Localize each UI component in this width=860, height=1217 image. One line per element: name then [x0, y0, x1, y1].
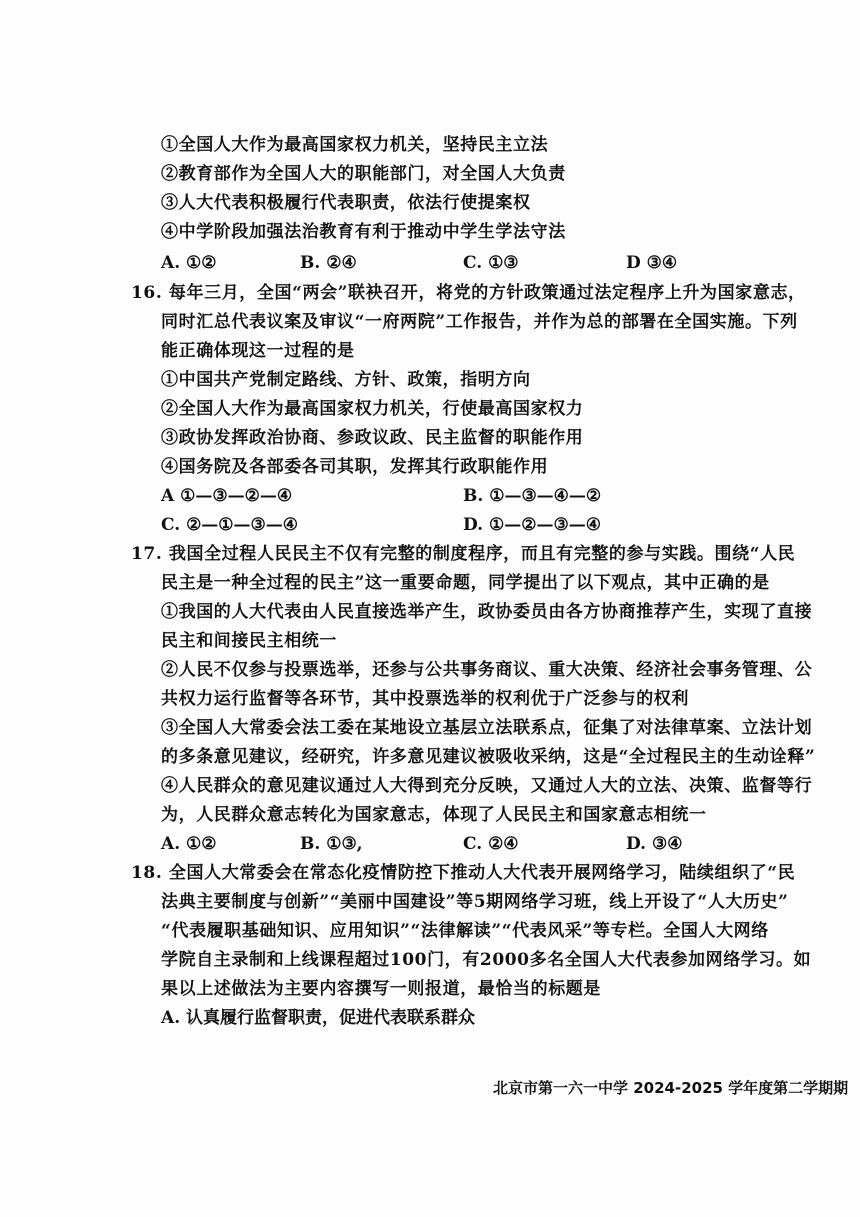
q17-stem-line-1: 17. 我国全过程人民民主不仅有完整的制度程序，而且有完整的参与实践。围绕“人民 [131, 544, 796, 564]
q17-item-3-line-1: ③全国人大常委会法工委在某地设立基层立法联系点，征集了对法律草案、立法计划 [161, 718, 813, 738]
q17-option-c: C. ②④ [463, 834, 519, 854]
q16-option-c: C. ②—①—③—④ [161, 515, 299, 535]
q16-stem-line-2: 同时汇总代表议案及审议“一府两院”工作报告，并作为总的部署在全国实施。下列 [161, 312, 798, 332]
q17-item-4-line-2: 为，人民群众意志转化为国家意志，体现了人民民主和国家意志相统一 [161, 805, 707, 825]
q16-option-d: D. ①—②—③—④ [463, 515, 601, 535]
q17-item-2-line-2: 共权力运行监督等各环节，其中投票选举的权利优于广泛参与的权利 [161, 689, 689, 709]
q15-item-3: ③人大代表积极履行代表职责，依法行使提案权 [161, 193, 531, 213]
q17-option-b: B. ①③, [300, 834, 363, 854]
q15-item-2: ②教育部作为全国人大的职能部门，对全国人大负责 [161, 164, 566, 184]
q18-stem-line-4: 学院自主录制和上线课程超过100门，有2000多名全国人大代表参加网络学习。如 [161, 950, 812, 970]
q15-item-4: ④中学阶段加强法治教育有利于推动中学生学法守法 [161, 222, 566, 242]
q18-stem-line-2: 法典主要制度与创新”“美丽中国建设”等5期网络学习班，线上开设了“人大历史” [161, 892, 789, 912]
q17-option-a: A. ①② [161, 834, 217, 854]
q16-stem-line-1: 16. 每年三月，全国“两会”联袂召开，将党的方针政策通过法定程序上升为国家意志， [131, 283, 806, 303]
q16-item-1: ①中国共产党制定路线、方针、政策，指明方向 [161, 370, 531, 390]
q17-item-1-line-1: ①我国的人大代表由人民直接选举产生，政协委员由各方协商推荐产生，实现了直接 [161, 602, 813, 622]
q17-item-1-line-2: 民主和间接民主相统一 [161, 631, 337, 651]
q18-stem-line-3: “代表履职基础知识、应用知识”“法律解读”“代表风采”等专栏。全国人大网络 [161, 921, 769, 941]
q17-item-2-line-1: ②人民不仅参与投票选举，还参与公共事务商议、重大决策、经济社会事务管理、公 [161, 660, 813, 680]
q17-item-3-line-2: 的多条意见建议，经研究，许多意见建议被吸收采纳，这是“全过程民主的生动诠释” [161, 747, 816, 767]
q15-option-d: D ③④ [626, 253, 678, 273]
q15-item-1: ①全国人大作为最高国家权力机关，坚持民主立法 [161, 135, 549, 155]
q18-stem-line-1: 18. 全国人大常委会在常态化疫情防控下推动人大代表开展网络学习，陆续组织了“民 [131, 863, 796, 883]
q15-option-a: A. ①② [161, 253, 217, 273]
q16-option-b: B. ①—③—④—② [463, 486, 602, 506]
q17-stem-line-2: 民主是一种全过程的民主”这一重要命题，同学提出了以下观点，其中正确的是 [161, 573, 770, 593]
q15-option-b: B. ②④ [300, 253, 357, 273]
q18-option-a: A. 认真履行监督职责，促进代表联系群众 [161, 1008, 476, 1028]
q17-option-d: D. ③④ [626, 834, 683, 854]
q16-option-a: A ①—③—②—④ [161, 486, 293, 506]
q16-item-3: ③政协发挥政治协商、参政议政、民主监督的职能作用 [161, 428, 584, 448]
page-footer: 北京市第一六一中学 2024-2025 学年度第二学期期 [493, 1079, 849, 1097]
q17-item-4-line-1: ④人民群众的意见建议通过人大得到充分反映，又通过人大的立法、决策、监督等行 [161, 776, 813, 796]
q16-stem-line-3: 能正确体现这一过程的是 [161, 341, 355, 361]
q16-item-4: ④国务院及各部委各司其职，发挥其行政职能作用 [161, 457, 549, 477]
q16-item-2: ②全国人大作为最高国家权力机关，行使最高国家权力 [161, 399, 584, 419]
q15-option-c: C. ①③ [463, 253, 519, 273]
q18-stem-line-5: 果以上述做法为主要内容撰写一则报道，最恰当的标题是 [161, 979, 601, 999]
